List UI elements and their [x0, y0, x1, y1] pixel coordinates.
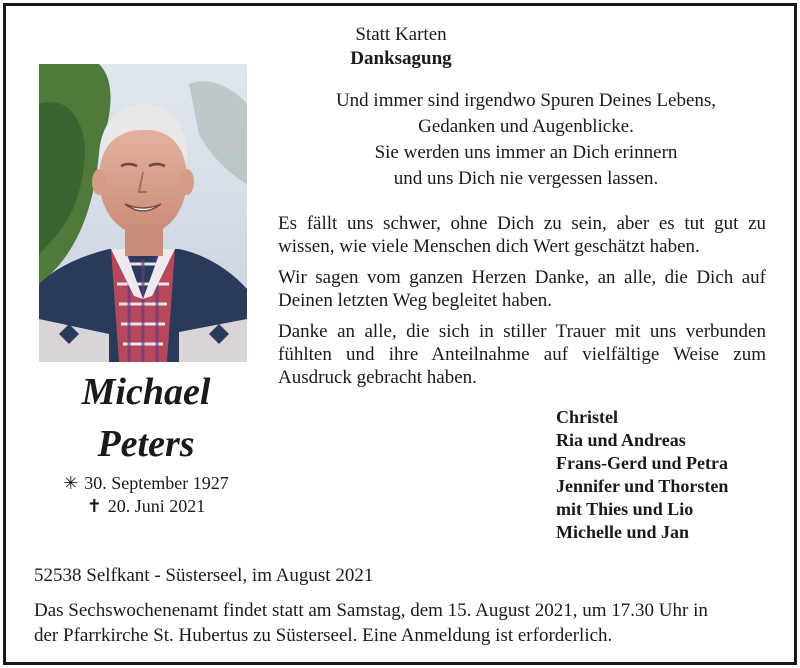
asterisk-icon: ✳ — [63, 473, 79, 493]
family-member: Michelle und Jan — [556, 522, 690, 542]
obituary-card — [3, 3, 797, 665]
birth-date: 30. September 1927 — [84, 473, 229, 493]
deceased-first-name: Michael — [81, 371, 211, 413]
poem-line: Sie werden uns immer an Dich erinnern — [374, 142, 678, 163]
birth-date-line — [26, 472, 266, 494]
family-member: Frans-Gerd und Petra — [556, 453, 728, 473]
poem-line: Gedanken und Augenblicke. — [418, 116, 634, 137]
thanks-paragraph-3: Danke an alle, die sich in stiller Trauer mit uns verbunden fühlten und ihre Anteilnahme auf vielfältige Weise zum Ausdruck gebracht haben. — [278, 321, 766, 388]
poem-line: und uns Dich nie vergessen lassen. — [393, 168, 659, 189]
thanks-paragraph-1: Es fällt uns schwer, ohne Dich zu sein, aber es tut gut zu wissen, wie viele Menschen dich Wert geschätzt haben. — [278, 213, 766, 257]
notice-line: der Pfarrkirche St. Hubertus zu Süsterseel. Eine Anmeldung ist erforderlich. — [34, 625, 613, 646]
family-member: mit Thies und Lio — [556, 499, 694, 519]
deceased-last-name: Peters — [97, 423, 195, 465]
family-member: Christel — [556, 407, 618, 427]
cross-icon: ✝ — [86, 496, 102, 516]
memorial-poem — [276, 88, 776, 192]
family-member: Jennifer und Thorsten — [556, 476, 729, 496]
death-date: 20. Juni 2021 — [107, 496, 206, 516]
notice-line: Das Sechswochenenamt findet statt am Samstag, dem 15. August 2021, um 17.30 Uhr in — [34, 600, 708, 621]
death-date-line — [26, 495, 266, 517]
family-signatures — [556, 406, 786, 544]
statt-karten-label: Statt Karten — [355, 24, 447, 45]
poem-line: Und immer sind irgendwo Spuren Deines Lebens, — [335, 90, 717, 111]
danksagung-title: Danksagung — [350, 48, 452, 69]
thanks-paragraph-2: Wir sagen vom ganzen Herzen Danke, an alle, die Dich auf Deinen letzten Weg begleitet haben. — [278, 267, 766, 311]
family-member: Ria und Andreas — [556, 430, 686, 450]
portrait-photo — [39, 64, 247, 362]
place-and-date: 52538 Selfkant - Süsterseel, im August 2021 — [34, 565, 374, 586]
mass-notice — [34, 598, 770, 648]
